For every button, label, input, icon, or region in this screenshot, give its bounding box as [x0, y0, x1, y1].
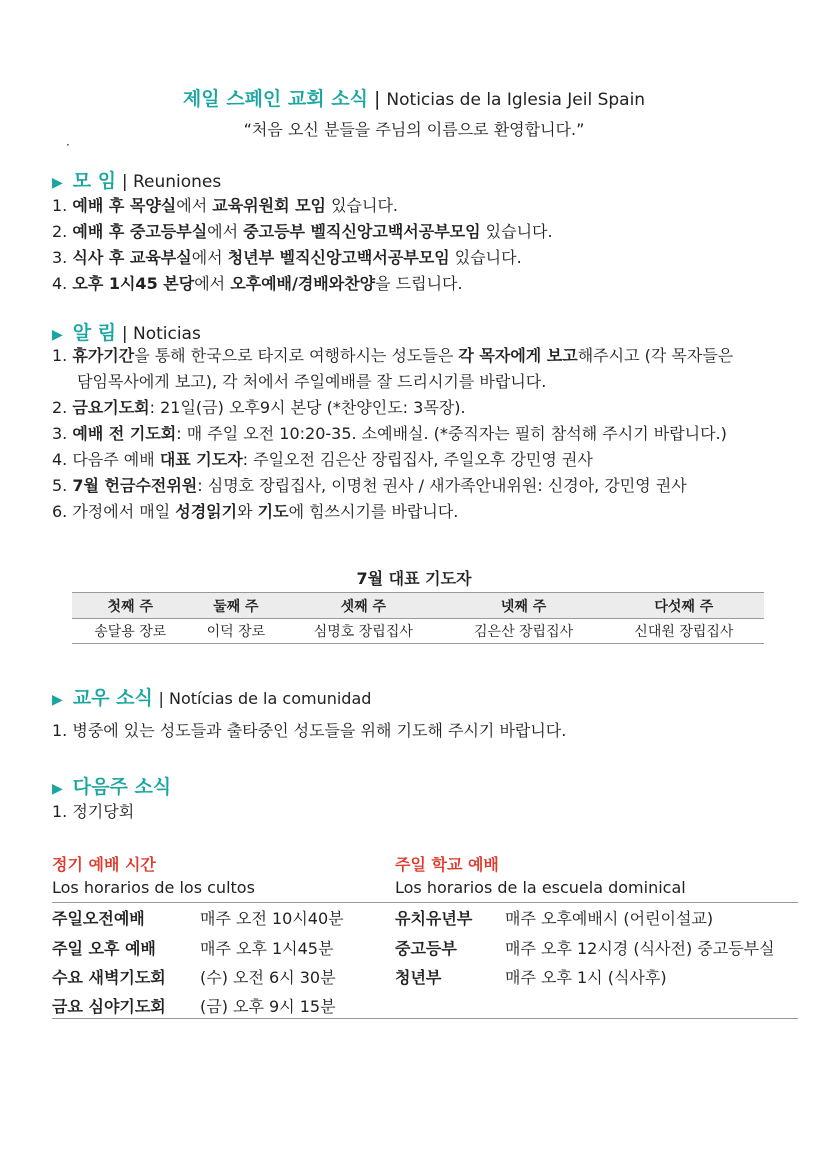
list-item: 4. 오후 1시45 본당에서 오후예배/경배와찬양을 드립니다. — [52, 274, 463, 293]
section-meetings-heading — [52, 166, 221, 193]
table-cell: 송달용 장로 — [72, 619, 189, 644]
schedule-row: 주일오전예배 매주 오전 10시40분 — [52, 909, 344, 928]
triangle-bullet-icon: ▶ — [52, 781, 63, 797]
welcome-message: “처음 오신 분들을 주님의 이름으로 환영합니다.” — [243, 120, 585, 139]
list-item: 4. 다음주 예배 대표 기도자: 주일오전 김은산 장립집사, 주일오후 강민영 권사 — [52, 450, 593, 469]
notices-list — [52, 343, 733, 525]
list-item: 1. 예배 후 목양실에서 교육위원회 모임 있습니다. — [52, 196, 399, 215]
table-header-cell: 첫째 주 — [72, 593, 189, 619]
meetings-list — [52, 193, 553, 297]
table-header-row — [72, 593, 764, 619]
list-item: 5. 7월 헌금수전위원: 심명호 장립집사, 이명천 권사 / 새가족안내위원: 신경아, 강민영 권사 — [52, 476, 687, 495]
section-community-title-ko: 교우 소식 — [72, 687, 153, 709]
worship-schedule-title: 정기 예배 시간 — [52, 855, 156, 874]
schedule-divider-bottom — [52, 1018, 798, 1019]
schedule-row: 수요 새벽기도회 (수) 오전 6시 30분 — [52, 968, 336, 987]
bulletin-header — [0, 84, 828, 140]
schedule-divider-top — [52, 902, 798, 903]
table-header-cell: 둘째 주 — [189, 593, 284, 619]
table-cell: 이덕 장로 — [189, 619, 284, 644]
next-week-list — [52, 799, 134, 825]
triangle-bullet-icon: ▶ — [52, 327, 63, 343]
section-next-week-heading — [52, 772, 171, 799]
section-notices-title-ko: 알 림 — [72, 322, 117, 344]
list-item: 3. 식사 후 교육부실에서 청년부 벨직신앙고백서공부모임 있습니다. — [52, 248, 522, 267]
section-next-week-title-ko: 다음주 소식 — [72, 776, 172, 798]
table-header-cell: 셋째 주 — [283, 593, 443, 619]
table-cell: 심명호 장립집사 — [283, 619, 443, 644]
schedule-row: 주일 오후 예배 매주 오후 1시45분 — [52, 939, 334, 958]
section-meetings-title-es: | Reuniones — [121, 172, 222, 192]
title-spanish: Noticias de la Iglesia Jeil Spain — [386, 90, 646, 110]
section-meetings-title-ko: 모 임 — [72, 170, 117, 192]
schedule-row: 금요 심야기도회 (금) 오후 9시 15분 — [52, 997, 336, 1016]
triangle-bullet-icon: ▶ — [52, 692, 63, 708]
list-item: 1. 병중에 있는 성도들과 출타중인 성도들을 위해 기도해 주시기 바랍니다. — [52, 721, 567, 740]
table-row — [72, 619, 764, 644]
list-item: 2. 금요기도회: 21일(금) 오후9시 본당 (*찬양인도: 3목장). — [52, 398, 466, 417]
community-list — [52, 718, 566, 744]
list-item-continued: 담임목사에게 보고), 각 처에서 주일예배를 잘 드리시기를 바랍니다. — [77, 372, 547, 391]
list-item: 2. 예배 후 중고등부실에서 중고등부 벨직신앙고백서공부모임 있습니다. — [52, 222, 553, 241]
list-item: 1. 정기당회 — [52, 802, 135, 821]
sunday-school-title: 주일 학교 예배 — [395, 855, 499, 874]
section-community-title-es: | Notícias de la comunidad — [158, 689, 372, 708]
section-notices-heading — [52, 318, 201, 345]
table-cell: 김은산 장립집사 — [443, 619, 603, 644]
table-header-cell: 넷째 주 — [443, 593, 603, 619]
schedule-row: 유치유년부 매주 오후예배시 (어린이설교) — [395, 909, 714, 928]
prayer-table-title: 7월 대표 기도자 — [356, 569, 472, 588]
schedule-row: 청년부 매주 오후 1시 (식사후) — [395, 968, 667, 987]
bullet-dot: · — [66, 138, 70, 152]
table-cell: 신대원 장립집사 — [604, 619, 764, 644]
triangle-bullet-icon: ▶ — [52, 175, 63, 191]
list-item: 1. 휴가기간을 통해 한국으로 타지로 여행하시는 성도들은 각 목자에게 보고해주시고 (각 목자들은 — [52, 346, 734, 365]
list-item: 6. 가정에서 매일 성경읽기와 기도에 힘쓰시기를 바랍니다. — [52, 502, 459, 521]
prayer-table — [72, 592, 764, 644]
worship-schedule-subtitle: Los horarios de los cultos — [52, 878, 255, 897]
title-korean: 제일 스페인 교회 소식 — [182, 88, 368, 110]
table-header-cell: 다섯째 주 — [604, 593, 764, 619]
section-notices-title-es: | Noticias — [121, 324, 201, 344]
section-community-heading — [52, 683, 371, 710]
list-item: 3. 예배 전 기도회: 매 주일 오전 10:20-35. 소예배실. (*중직자는 필히 참석해 주시기 바랍니다.) — [52, 424, 727, 443]
bulletin-title — [0, 84, 828, 111]
sunday-school-subtitle: Los horarios de la escuela dominical — [395, 878, 686, 897]
schedule-row: 중고등부 매주 오후 12시경 (식사전) 중고등부실 — [395, 939, 775, 958]
title-separator: | — [367, 88, 387, 110]
